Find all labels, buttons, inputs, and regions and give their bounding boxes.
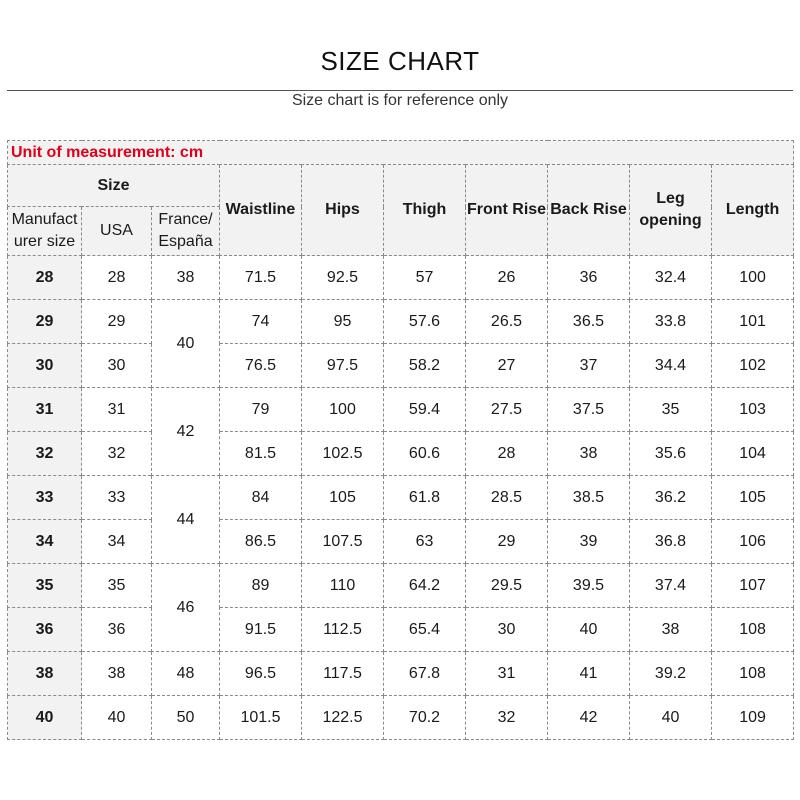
- usa-cell: 35: [82, 564, 152, 608]
- leg-opening-cell: 40: [630, 696, 712, 740]
- front-rise-cell: 31: [466, 652, 548, 696]
- leg-opening-header: Leg opening: [630, 165, 712, 256]
- thigh-cell: 59.4: [384, 388, 466, 432]
- hips-cell: 110: [302, 564, 384, 608]
- table-row: [8, 344, 794, 388]
- table-row: [8, 696, 794, 740]
- back-rise-cell: 39: [548, 520, 630, 564]
- length-cell: 101: [712, 300, 794, 344]
- back-rise-cell: 36: [548, 256, 630, 300]
- leg-opening-cell: 38: [630, 608, 712, 652]
- table-row: [8, 652, 794, 696]
- length-header: Length: [712, 165, 794, 256]
- usa-cell: 40: [82, 696, 152, 740]
- waistline-cell: 86.5: [220, 520, 302, 564]
- leg-opening-cell: 33.8: [630, 300, 712, 344]
- mfr-size-cell: 31: [8, 388, 82, 432]
- leg-opening-cell: 36.2: [630, 476, 712, 520]
- hips-header: Hips: [302, 165, 384, 256]
- table-row: [8, 564, 794, 608]
- france-cell: 46: [152, 564, 220, 652]
- france-cell: 50: [152, 696, 220, 740]
- hips-cell: 122.5: [302, 696, 384, 740]
- size-chart-table: [7, 140, 794, 740]
- leg-opening-cell: 32.4: [630, 256, 712, 300]
- front-rise-cell: 28: [466, 432, 548, 476]
- usa-cell: 34: [82, 520, 152, 564]
- mfr-size-cell: 38: [8, 652, 82, 696]
- manufacturer-size-header: Manufact urer size: [8, 207, 82, 256]
- waistline-cell: 96.5: [220, 652, 302, 696]
- size-header: Size: [8, 165, 220, 207]
- hips-cell: 95: [302, 300, 384, 344]
- mfr-size-cell: 30: [8, 344, 82, 388]
- back-rise-cell: 39.5: [548, 564, 630, 608]
- page-title: SIZE CHART: [320, 46, 480, 76]
- table-row: [8, 300, 794, 344]
- usa-cell: 28: [82, 256, 152, 300]
- length-cell: 108: [712, 652, 794, 696]
- thigh-cell: 60.6: [384, 432, 466, 476]
- waistline-header: Waistline: [220, 165, 302, 256]
- front-rise-header: Front Rise: [466, 165, 548, 256]
- mfr-size-cell: 36: [8, 608, 82, 652]
- usa-cell: 31: [82, 388, 152, 432]
- hips-cell: 102.5: [302, 432, 384, 476]
- leg-opening-cell: 35.6: [630, 432, 712, 476]
- thigh-cell: 70.2: [384, 696, 466, 740]
- mfr-size-cell: 28: [8, 256, 82, 300]
- length-cell: 103: [712, 388, 794, 432]
- length-cell: 106: [712, 520, 794, 564]
- hips-cell: 107.5: [302, 520, 384, 564]
- back-rise-cell: 37.5: [548, 388, 630, 432]
- hips-cell: 105: [302, 476, 384, 520]
- hips-cell: 92.5: [302, 256, 384, 300]
- waistline-cell: 101.5: [220, 696, 302, 740]
- length-cell: 108: [712, 608, 794, 652]
- waistline-cell: 89: [220, 564, 302, 608]
- france-cell: 38: [152, 256, 220, 300]
- usa-header: USA: [82, 207, 152, 256]
- france-cell: 48: [152, 652, 220, 696]
- front-rise-cell: 26: [466, 256, 548, 300]
- mfr-size-cell: 33: [8, 476, 82, 520]
- back-rise-cell: 38: [548, 432, 630, 476]
- back-rise-cell: 41: [548, 652, 630, 696]
- front-rise-cell: 27.5: [466, 388, 548, 432]
- header-row: [8, 165, 794, 207]
- page-subtitle: Size chart is for reference only: [291, 92, 509, 109]
- back-rise-cell: 36.5: [548, 300, 630, 344]
- usa-cell: 30: [82, 344, 152, 388]
- thigh-cell: 57.6: [384, 300, 466, 344]
- waistline-cell: 79: [220, 388, 302, 432]
- hips-cell: 117.5: [302, 652, 384, 696]
- mfr-size-cell: 40: [8, 696, 82, 740]
- waistline-cell: 81.5: [220, 432, 302, 476]
- leg-opening-cell: 36.8: [630, 520, 712, 564]
- france-cell: 44: [152, 476, 220, 564]
- usa-cell: 36: [82, 608, 152, 652]
- mfr-size-cell: 29: [8, 300, 82, 344]
- france-cell: 40: [152, 300, 220, 388]
- title-divider: [7, 90, 793, 91]
- table-row: [8, 432, 794, 476]
- thigh-cell: 63: [384, 520, 466, 564]
- thigh-cell: 64.2: [384, 564, 466, 608]
- waistline-cell: 76.5: [220, 344, 302, 388]
- front-rise-cell: 28.5: [466, 476, 548, 520]
- thigh-header: Thigh: [384, 165, 466, 256]
- front-rise-cell: 29: [466, 520, 548, 564]
- length-cell: 104: [712, 432, 794, 476]
- waistline-cell: 84: [220, 476, 302, 520]
- waistline-cell: 71.5: [220, 256, 302, 300]
- leg-opening-cell: 39.2: [630, 652, 712, 696]
- thigh-cell: 65.4: [384, 608, 466, 652]
- front-rise-cell: 26.5: [466, 300, 548, 344]
- back-rise-cell: 37: [548, 344, 630, 388]
- length-cell: 102: [712, 344, 794, 388]
- mfr-size-cell: 32: [8, 432, 82, 476]
- mfr-size-cell: 35: [8, 564, 82, 608]
- front-rise-cell: 27: [466, 344, 548, 388]
- front-rise-cell: 32: [466, 696, 548, 740]
- back-rise-header: Back Rise: [548, 165, 630, 256]
- back-rise-cell: 40: [548, 608, 630, 652]
- hips-cell: 97.5: [302, 344, 384, 388]
- length-cell: 100: [712, 256, 794, 300]
- table-row: [8, 608, 794, 652]
- table-row: [8, 476, 794, 520]
- length-cell: 107: [712, 564, 794, 608]
- table-row: [8, 388, 794, 432]
- france-cell: 42: [152, 388, 220, 476]
- thigh-cell: 61.8: [384, 476, 466, 520]
- france-espana-header: France/ España: [152, 207, 220, 256]
- usa-cell: 32: [82, 432, 152, 476]
- thigh-cell: 67.8: [384, 652, 466, 696]
- table-row: [8, 520, 794, 564]
- leg-opening-cell: 37.4: [630, 564, 712, 608]
- unit-row: [8, 141, 794, 165]
- usa-cell: 29: [82, 300, 152, 344]
- front-rise-cell: 30: [466, 608, 548, 652]
- usa-cell: 38: [82, 652, 152, 696]
- back-rise-cell: 38.5: [548, 476, 630, 520]
- thigh-cell: 57: [384, 256, 466, 300]
- thigh-cell: 58.2: [384, 344, 466, 388]
- hips-cell: 112.5: [302, 608, 384, 652]
- usa-cell: 33: [82, 476, 152, 520]
- leg-opening-cell: 35: [630, 388, 712, 432]
- front-rise-cell: 29.5: [466, 564, 548, 608]
- unit-label: Unit of measurement: cm: [8, 141, 794, 165]
- back-rise-cell: 42: [548, 696, 630, 740]
- waistline-cell: 91.5: [220, 608, 302, 652]
- length-cell: 105: [712, 476, 794, 520]
- leg-opening-cell: 34.4: [630, 344, 712, 388]
- hips-cell: 100: [302, 388, 384, 432]
- length-cell: 109: [712, 696, 794, 740]
- table-row: [8, 256, 794, 300]
- waistline-cell: 74: [220, 300, 302, 344]
- mfr-size-cell: 34: [8, 520, 82, 564]
